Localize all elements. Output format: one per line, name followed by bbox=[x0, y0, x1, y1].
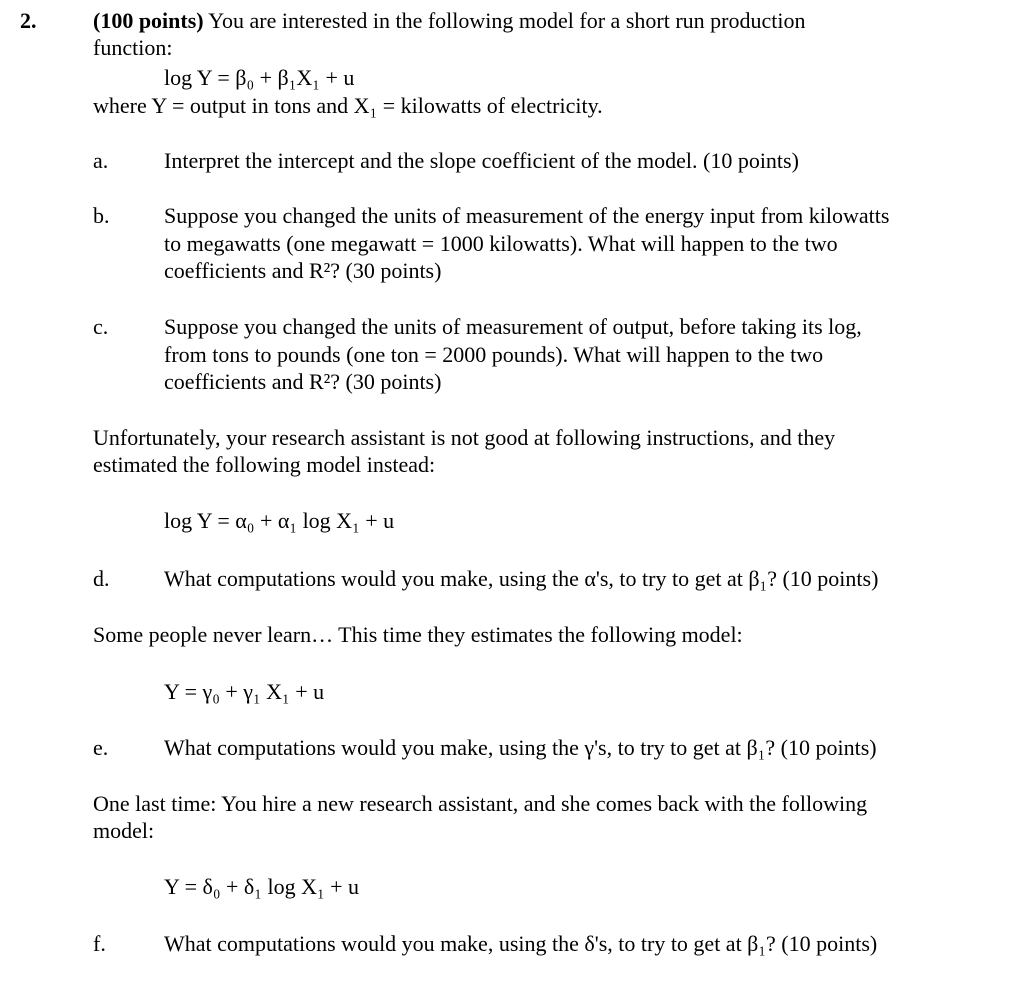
part-e-text: What computations would you make, using the γ's, to try to get at β₁? (10 points) bbox=[164, 735, 877, 760]
problem-intro-text: You are interested in the following model for a short run production bbox=[203, 8, 806, 33]
paragraph-3-line2: model: bbox=[93, 818, 155, 843]
equation-4: Y = δ₀ + δ₁ log X₁ + u bbox=[164, 874, 360, 899]
part-a-text: Interpret the intercept and the slope coefficient of the model. (10 points) bbox=[164, 148, 799, 173]
part-f-label: f. bbox=[93, 931, 106, 956]
where-line: where Y = output in tons and X₁ = kilowatts of electricity. bbox=[93, 93, 603, 118]
part-d-text: What computations would you make, using the α's, to try to get at β₁? (10 points) bbox=[164, 566, 879, 591]
part-a-label: a. bbox=[93, 148, 109, 173]
paragraph-3-line1: One last time: You hire a new research assistant, and she comes back with the following bbox=[93, 791, 868, 816]
part-c-label: c. bbox=[93, 314, 109, 339]
part-c-text-2: from tons to pounds (one ton = 2000 pounds). What will happen to the two bbox=[164, 342, 824, 367]
paragraph-1-line2: estimated the following model instead: bbox=[93, 452, 436, 477]
problem-points: (100 points) bbox=[93, 8, 204, 33]
problem-intro-line1 bbox=[93, 8, 805, 34]
part-b-text-3: coefficients and R²? (30 points) bbox=[164, 258, 442, 283]
part-b-text-1: Suppose you changed the units of measurement of the energy input from kilowatts bbox=[164, 203, 890, 228]
part-c-text-1: Suppose you changed the units of measurement of output, before taking its log, bbox=[164, 314, 862, 339]
part-d-label: d. bbox=[93, 566, 110, 591]
part-e-label: e. bbox=[93, 735, 109, 760]
equation-3: Y = γ₀ + γ₁ X₁ + u bbox=[164, 679, 325, 704]
part-f-text: What computations would you make, using the δ's, to try to get at β₁? (10 points) bbox=[164, 931, 878, 956]
part-b-label: b. bbox=[93, 203, 110, 228]
paragraph-1-line1: Unfortunately, your research assistant is not good at following instructions, and they bbox=[93, 425, 836, 450]
problem-intro-line2: function: bbox=[93, 35, 173, 60]
part-c-text-3: coefficients and R²? (30 points) bbox=[164, 369, 442, 394]
equation-2: log Y = α₀ + α₁ log X₁ + u bbox=[164, 508, 395, 533]
paragraph-2: Some people never learn… This time they estimates the following model: bbox=[93, 622, 743, 647]
equation-1: log Y = β₀ + β₁X₁ + u bbox=[164, 65, 355, 90]
part-b-text-2: to megawatts (one megawatt = 1000 kilowatts). What will happen to the two bbox=[164, 231, 838, 256]
problem-number: 2. bbox=[20, 8, 37, 33]
